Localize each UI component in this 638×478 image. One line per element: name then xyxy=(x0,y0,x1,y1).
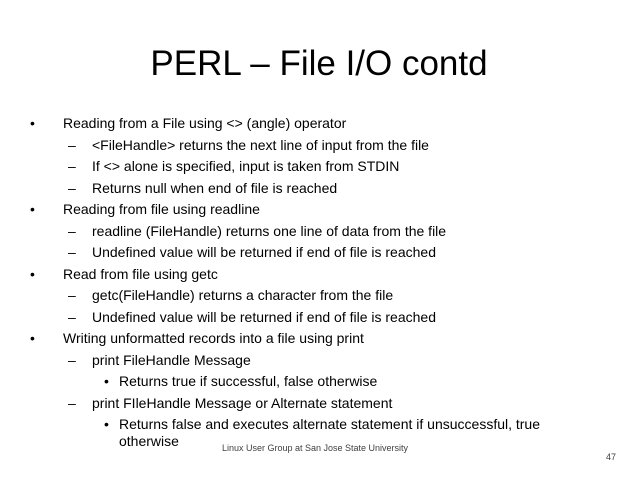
sub-bullet-item xyxy=(30,223,620,245)
sub-sub-bullet-text: Returns true if successful, false otherwise xyxy=(119,373,378,389)
sub-bullet-item xyxy=(30,137,620,159)
dash-marker: – xyxy=(68,287,76,303)
dash-marker: – xyxy=(68,179,76,196)
sub-bullet-text: getc(FileHandle) returns a character from the file xyxy=(92,287,394,303)
dash-marker: – xyxy=(68,351,76,368)
slide-title: PERL – File I/O contd xyxy=(150,44,488,83)
bullet-item xyxy=(30,115,620,137)
sub-bullet-text: If <> alone is specified, input is taken from STDIN xyxy=(92,158,400,174)
bullet-marker: • xyxy=(30,115,35,131)
bullet-item xyxy=(30,330,620,352)
bullet-text: Reading from a File using <> (angle) operator xyxy=(63,115,347,131)
sub-bullet-item xyxy=(30,158,620,180)
sub-bullet-item xyxy=(30,287,620,309)
sub-sub-bullet-text: Returns false and executes alternate statement if unsuccessful, true otherwise xyxy=(119,416,541,449)
bullet-marker: • xyxy=(104,373,109,389)
sub-bullet-item xyxy=(30,180,620,202)
bullet-text: Read from file using getc xyxy=(63,265,218,282)
bullet-text: Reading from file using readline xyxy=(63,201,260,217)
dash-marker: – xyxy=(68,394,76,411)
bullet-marker: • xyxy=(104,416,109,432)
sub-bullet-text: <FileHandle> returns the next line of input from the file xyxy=(92,136,429,153)
sub-bullet-item xyxy=(30,309,620,331)
sub-bullet-item xyxy=(30,244,620,266)
bullet-text: Writing unformatted records into a file using print xyxy=(63,330,364,346)
bullet-marker: • xyxy=(30,265,35,282)
dash-marker: – xyxy=(68,308,76,325)
bullet-item xyxy=(30,266,620,288)
sub-bullet-text: Undefined value will be returned if end of file is reached xyxy=(92,308,436,325)
sub-bullet-text: Undefined value will be returned if end of file is reached xyxy=(92,244,436,260)
sub-bullet-text: print FileHandle Message xyxy=(92,351,251,368)
sub-bullet-item xyxy=(30,352,620,374)
page-number: 47 xyxy=(605,452,616,462)
dash-marker: – xyxy=(68,222,76,239)
sub-bullet-item xyxy=(30,395,620,417)
dash-marker: – xyxy=(68,244,76,260)
slide-footer: Linux User Group at San Jose State University xyxy=(221,443,409,453)
bullet-item xyxy=(30,201,620,223)
sub-bullet-text: print FIleHandle Message or Alternate statement xyxy=(92,394,393,411)
dash-marker: – xyxy=(68,136,76,153)
sub-sub-bullet-item xyxy=(30,373,620,395)
bullet-marker: • xyxy=(30,330,35,346)
bullet-marker: • xyxy=(30,201,35,217)
sub-bullet-text: readline (FileHandle) returns one line of data from the file xyxy=(92,222,447,239)
bullet-list xyxy=(30,115,620,452)
sub-bullet-text: Returns null when end of file is reached xyxy=(92,179,338,196)
dash-marker: – xyxy=(68,158,76,174)
